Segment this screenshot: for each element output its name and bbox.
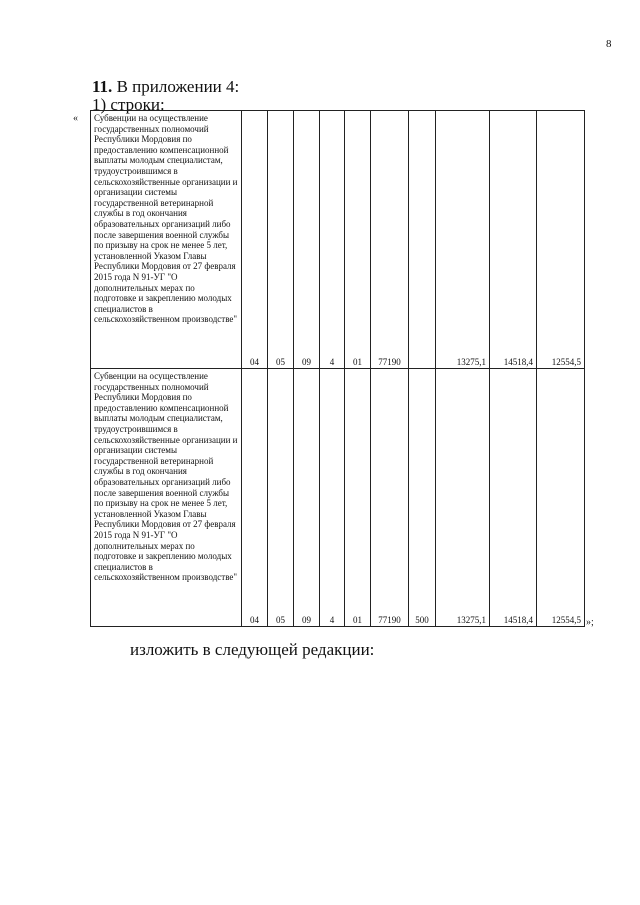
- code-subsection: 05: [268, 369, 294, 627]
- amount-year-3: 12554,5: [537, 111, 585, 369]
- amount-year-3: 12554,5: [537, 369, 585, 627]
- page-number: 8: [606, 38, 612, 50]
- footer-text: изложить в следующей редакции:: [130, 640, 375, 659]
- code-program-type: 4: [320, 369, 345, 627]
- code-subprogram: 01: [345, 369, 371, 627]
- subsection-heading: 1) строки:: [92, 95, 165, 114]
- table-row: [91, 111, 585, 369]
- section-number: 11.: [92, 77, 113, 96]
- close-quote: »;: [586, 617, 594, 628]
- section-title: В приложении 4:: [116, 77, 240, 96]
- code-expense-type: 500: [409, 369, 436, 627]
- code-direction: 77190: [371, 111, 409, 369]
- amount-year-1: 13275,1: [436, 111, 490, 369]
- table-row: [91, 369, 585, 627]
- amount-year-2: 14518,4: [490, 111, 537, 369]
- code-section: 04: [242, 111, 268, 369]
- row-description: Субвенции на осуществление государственных полномочий Республики Мордовия по предоставлению компенсационной выплаты молодым специалистам, трудоустроившимся в сельскохозяйственные организации и организации системы государственной ветеринарной службы в год окончания образовательных организаций либо после завершения военной службы по призыву на срок не менее 5 лет, установленной Указом Главы Республики Мордовия от 27 февраля 2015 года N 91-УГ "О дополнительных мерах по подготовке и закреплению молодых специалистов в сельскохозяйственном производстве": [91, 369, 242, 627]
- amount-year-2: 14518,4: [490, 369, 537, 627]
- section-heading: [92, 78, 239, 96]
- code-subsection: 05: [268, 111, 294, 369]
- code-section: 04: [242, 369, 268, 627]
- code-program: 09: [294, 369, 320, 627]
- open-quote: «: [73, 113, 78, 124]
- amount-year-1: 13275,1: [436, 369, 490, 627]
- row-description: Субвенции на осуществление государственных полномочий Республики Мордовия по предоставлению компенсационной выплаты молодым специалистам, трудоустроившимся в сельскохозяйственные организации и организации системы государственной ветеринарной службы в год окончания образовательных организаций либо после завершения военной службы по призыву на срок не менее 5 лет, установленной Указом Главы Республики Мордовия от 27 февраля 2015 года N 91-УГ "О дополнительных мерах по подготовке и закреплению молодых специалистов в сельскохозяйственном производстве": [91, 111, 242, 369]
- budget-table: [90, 110, 585, 627]
- code-expense-type: [409, 111, 436, 369]
- code-program: 09: [294, 111, 320, 369]
- code-direction: 77190: [371, 369, 409, 627]
- code-program-type: 4: [320, 111, 345, 369]
- code-subprogram: 01: [345, 111, 371, 369]
